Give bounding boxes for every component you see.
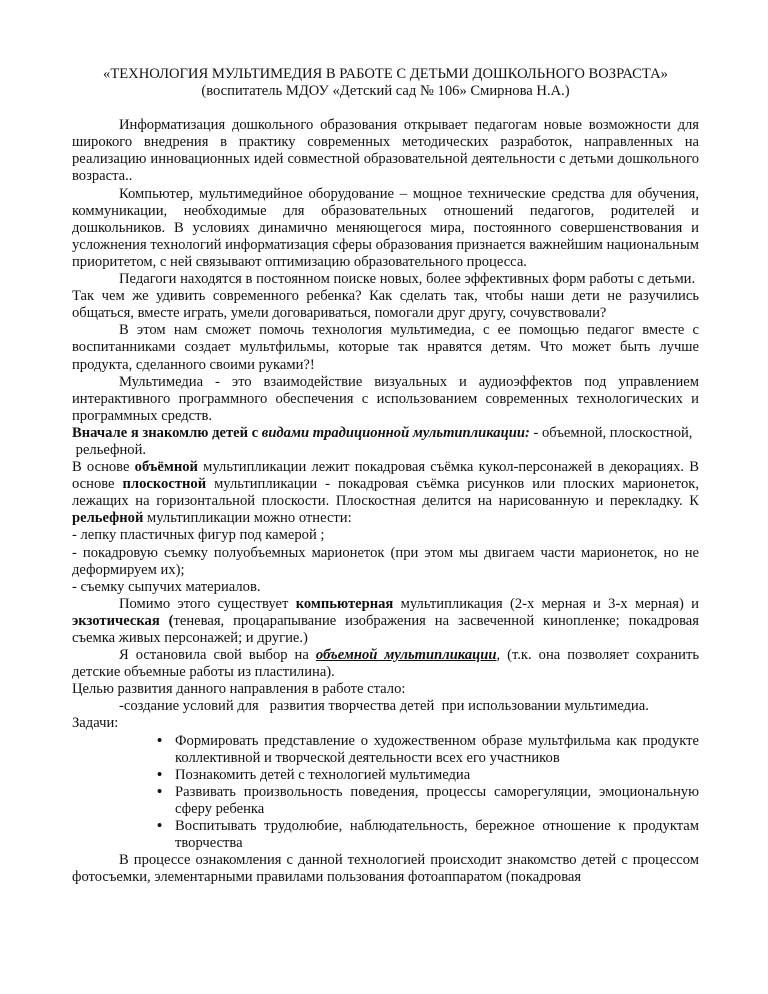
task-item: • Развивать произвольность поведения, процессы саморегуляции, эмоциональную сферу ребенка (157, 784, 699, 818)
plain-text: мультипликации можно отнести: (143, 510, 352, 527)
document-page (72, 66, 699, 886)
paragraph-animation-types-cont: рельефной. (72, 441, 147, 458)
paragraph-intro: Информатизация дошкольного образования открывает педагогам новые возможности для широкого внедрения в практику современных методических разработок, направленных на реализацию инновационных идей совместной образовательной деятельности с детьми дошкольного возраста.. (72, 117, 699, 185)
paragraph-teachers: Педагоги находятся в постоянном поиске новых, более эффективных форм работы с детьми. (119, 271, 696, 288)
paragraph-technology: В этом нам сможет помочь технология мультимедиа, с ее помощью педагог вместе с воспитанниками создает мультфильмы, которые так нравятся детям. Что может быть лучше продукта, сделанного своими руками?! (72, 322, 699, 373)
paragraph-choice (72, 647, 699, 681)
plain-text: - объемной, плоскостной, (529, 424, 693, 441)
bold-text: Вначале я знакомлю детей с (72, 424, 262, 441)
dash-item: - съемку сыпучих материалов. (72, 578, 261, 595)
bold-text: компьютерная (295, 595, 394, 612)
task-item: • Познакомить детей с технологией мультимедиа (157, 767, 699, 784)
bold-text: экзотическая ( (72, 612, 174, 629)
dash-item: - лепку пластичных фигур под камерой ; (72, 527, 325, 544)
underlined-emphasis: объемной мультипликации (315, 647, 497, 664)
paragraph-goal: Целью развития данного направления в работе стало: (72, 681, 406, 698)
tasks-list (72, 733, 699, 853)
plain-text: теневая, процарапывание изображения на засвеченной кинопленке; покадровая съемка живых персонажей; и другие.) (72, 612, 699, 646)
paragraph-goal-item: -создание условий для развития творчества детей при использовании мультимедиа. (119, 698, 649, 715)
paragraph-multimedia-definition: Мультимедиа - это взаимодействие визуальных и аудиоэффектов под управлением интерактивного программного обеспечения с использованием современных технологических и программных средств. (72, 373, 699, 424)
paragraph-tasks-heading: Задачи: (72, 715, 119, 732)
paragraph-animation-types (72, 425, 699, 442)
plain-text: Помимо этого существует (119, 595, 296, 612)
document-subtitle: (воспитатель МДОУ «Детский сад № 106» Смирнова Н.А.) (201, 83, 570, 100)
dash-item: - покадровую съемку полуобъемных марионеток (при этом мы двигаем части марионеток, но не деформируем их); (72, 544, 699, 578)
plain-text: мультипликации - покадровая съёмка рисунков или плоских марионеток, лежащих на горизонтальной плоскости. Плоскостная делится на нарисованную и перекладку. К (72, 476, 699, 510)
bold-text: рельефной (72, 510, 144, 527)
document-title: «ТЕХНОЛОГИЯ МУЛЬТИМЕДИЯ В РАБОТЕ С ДЕТЬМИ ДОШКОЛЬНОГО ВОЗРАСТА» (103, 66, 668, 82)
paragraph-question: Так чем же удивить современного ребенка? Как сделать так, чтобы наши дети не разучились общаться, вместе играть, умели договариваться, помогали друг другу, сочувствовали? (72, 288, 699, 322)
plain-text: мультипликации лежит покадровая съёмка кукол-персонажей в декорациях. В основе (72, 459, 699, 493)
paragraph-computer: Компьютер, мультимедийное оборудование – мощное технические средства для обучения, коммуникации, необходимые для образовательных отношений педагогов, родителей и дошкольников. В условиях динамично меняющегося мира, постоянного совершенствования и усложнения технологий информатизация сферы образования признается важнейшим национальным приоритетом, с ней связывают оптимизацию образовательного процесса. (72, 185, 699, 270)
bold-italic-text: видами традиционной мультипликации: (261, 424, 530, 441)
plain-text: , (т.к. она позволяет сохранить детские объемные работы из пластилина). (72, 647, 699, 681)
paragraph-animation-basis (72, 459, 699, 527)
bold-text: плоскостной (122, 476, 207, 493)
task-item: • Воспитывать трудолюбие, наблюдательность, бережное отношение к продуктам творчества (157, 818, 699, 852)
plain-text: Я остановила свой выбор на (119, 647, 316, 664)
paragraph-process: В процессе ознакомления с данной технологией происходит знакомство детей с процессом фотосъемки, элементарными правилами пользования фотоаппаратом (покадровая (72, 852, 699, 886)
plain-text: мультипликация (2-х мерная и 3-х мерная) и (393, 595, 699, 612)
paragraph-computer-animation (72, 596, 699, 647)
plain-text: В основе (72, 459, 135, 476)
bold-text: объёмной (134, 459, 198, 476)
task-item: • Формировать представление о художественном образе мультфильма как продукте коллективной и творческой деятельности всех его участников (157, 733, 699, 767)
